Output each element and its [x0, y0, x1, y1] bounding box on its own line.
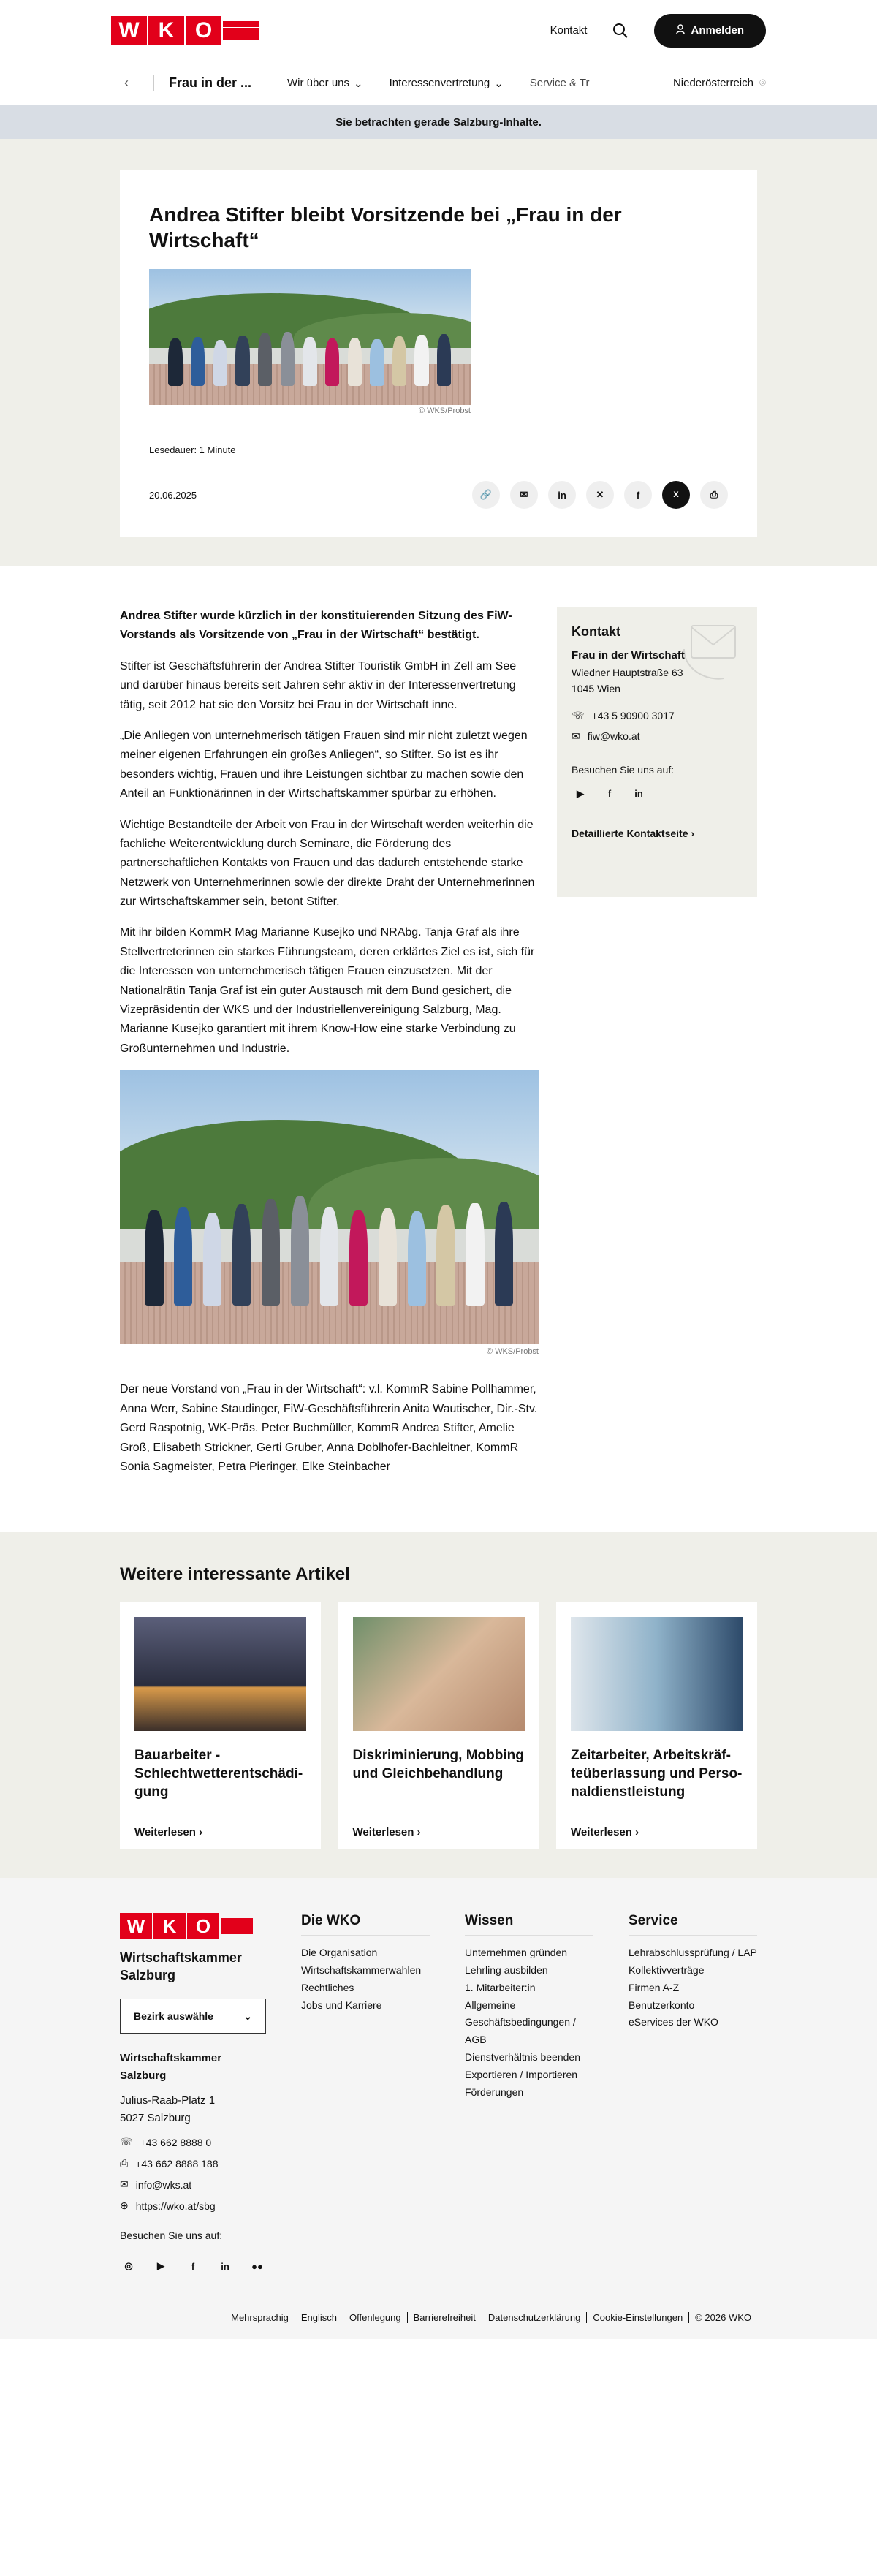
region-label: Niederösterreich	[672, 77, 753, 89]
card-read-more[interactable]	[571, 1826, 743, 1838]
article-card[interactable]	[120, 1602, 321, 1849]
card-title: Diskriminierung, Mobbing und Gleichbehandlung	[352, 1748, 524, 1781]
facebook-icon[interactable]: f	[624, 481, 652, 509]
footer-wko-logo[interactable]	[120, 1913, 266, 1939]
footer-social-label: Besuchen Sie uns auf:	[120, 2230, 223, 2242]
logo-letter-o: O	[186, 16, 221, 45]
share-bar	[149, 481, 728, 509]
article-paragraph: Mit ihr bilden KommR Mag Marianne Kusejko und NRAbg. Tanja Graf als ihre Stellvertreterinnen ein starkes Führungsteam, deren erklärtes Ziel es ist, sich für die Interessen von unternehmerisch tätigen Frauen einzusetzen. Mit der Nationalrätin Tanja Graf ist ein guter Austausch mit dem Bund gesichert, die Vizepräsidentin der WKS und der Industriellenvereinigung Salzburg, Mag. Marianne Kusejko garantiert mit ihrem Know-How eine starke Verbindung zu Großunternehmen und Industrie.	[120, 926, 535, 1055]
footer-link[interactable]: Kollektivverträge	[629, 1964, 705, 1977]
publish-date: 20.06.2025	[149, 489, 197, 501]
footer-copyright: © 2026 WKO	[688, 2312, 757, 2323]
related-articles	[0, 1532, 877, 1878]
footer-link[interactable]: Lehrabschlussprüfung / LAP	[629, 1947, 757, 1959]
photo-caption: Der neue Vorstand von „Frau in der Wirtschaft“: v.l. KommR Sabine Pollhammer, Anna Werr, Sabine Staudinger, FiW-Geschäftsführerin Anita Wautischer, Dir.-Stv. Gerd Raspotnig, WK-Präs. Peter Buchmüller, KommR Andrea Stifter, Amelie Groß, Elisabeth Strickner, Gerti Gruber, Anna Doblhofer-Bachleitner, KommR Sonia Sagmeister, Petra Pieringer, Elke Steinbacher	[120, 1383, 538, 1473]
card-title: Zeitarbeiter, Arbeitskräf-teüberlassung und Perso-naldienstleistung	[571, 1748, 743, 1800]
photo-credit: © WKS/Probst	[418, 406, 471, 415]
article-lead: Andrea Stifter wurde kürzlich in der konstituierenden Sitzung des FiW-Vorstands als Vorsitzende von „Frau in der Wirtschaft“ bestätigt.	[120, 610, 512, 642]
contact-email[interactable]: fiw@wko.at	[587, 730, 640, 742]
card-link-label: Weiterlesen	[571, 1826, 632, 1839]
hero-card	[120, 170, 757, 537]
card-image-hands	[353, 1617, 525, 1731]
footer-addr-city: 5027 Salzburg	[120, 2112, 191, 2125]
contact-city: 1045 Wien	[572, 683, 620, 695]
contact-social-label: Besuchen Sie uns auf:	[572, 764, 675, 776]
chevron-right-icon: ›	[199, 1826, 203, 1839]
footer-bottom-link[interactable]: Offenlegung	[343, 2312, 407, 2323]
subnav-item-about[interactable]	[274, 77, 376, 90]
sub-navigation	[0, 61, 877, 105]
footer-bottom-link[interactable]: Barrierefreiheit	[407, 2312, 482, 2323]
card-read-more[interactable]	[353, 1826, 525, 1838]
footer-col-title: Die WKO	[301, 1913, 430, 1936]
phone-icon: ☏	[120, 2136, 133, 2148]
region-notice: Sie betrachten gerade Salzburg-Inhalte.	[0, 105, 877, 139]
region-selector[interactable]	[673, 77, 766, 89]
footer-link[interactable]: Die Organisation	[301, 1947, 378, 1959]
logo-letter-k: K	[153, 1913, 186, 1939]
envelope-deco-icon	[680, 620, 743, 686]
facebook-icon[interactable]: f	[607, 788, 612, 800]
article-paragraph: „Die Anliegen von unternehmerisch tätigen Frauen sind mir nicht zuletzt wegen meiner eigenen Erfahrungen ein großes Anliegen“, so Stifter. So ist es ihr besonders wichtig, Frauen und ihre Leistungen sichtbar zu machen sowie den Anteil an Funktionärinnen in der Wirtschaftskammer spürbar zu erhöhen.	[120, 729, 528, 800]
photo-credit: © WKS/Probst	[486, 1347, 539, 1357]
mail-icon: ✉	[572, 730, 580, 742]
card-link-label: Weiterlesen	[352, 1826, 414, 1839]
footer-bottom-link[interactable]: Mehrsprachig	[231, 2312, 289, 2324]
youtube-icon[interactable]: ▶	[157, 2260, 164, 2272]
footer-fax: +43 662 8888 188	[135, 2157, 219, 2170]
xing-icon[interactable]: ✕	[586, 481, 614, 509]
footer-link[interactable]: Rechtliches	[301, 1981, 354, 1993]
card-title: Bauarbeiter - Schlechtwetterentschädi-gung	[134, 1748, 303, 1800]
footer-link[interactable]: 1. Mitarbeiter:in	[465, 1981, 536, 1993]
article-paragraph: Wichtige Bestandteile der Arbeit von Frau in der Wirtschaft werden weiterhin die fachliche Weiterentwicklung durch Seminare, die Förderung des partnerschaftlichen Kontakts von Frauen und das dadurch entstehende starke Netzwerk von Unternehmerinnen sowie der direkte Draht der Unternehmerinnen zur Wirtschaftskammer sein, betont Stifter.	[120, 818, 535, 909]
article-card[interactable]	[556, 1602, 757, 1849]
logo-letter-w: W	[120, 1913, 152, 1939]
phone-icon: ☏	[572, 709, 585, 721]
contact-detail-label: Detaillierte Kontaktseite	[572, 827, 688, 839]
footer-link[interactable]: Benutzerkonto	[629, 1999, 695, 2011]
logo-letter-o: O	[187, 1913, 219, 1939]
youtube-icon[interactable]: ▶	[577, 788, 584, 800]
district-select-label: Bezirk auswähle	[134, 2010, 213, 2023]
login-label: Anmelden	[691, 24, 744, 37]
fax-icon: ⎙	[120, 2157, 129, 2170]
reading-time: Lesedauer: 1 Minute	[149, 444, 728, 469]
article-paragraph: Stifter ist Geschäftsführerin der Andrea Stifter Touristik GmbH in Zell am See und darüber hinaus bereits seit Jahren sehr aktiv in der Interessenvertretung tätig, seit 2012 hat sie den Vorsitz bei Frau in der Wirtschaft inne.	[120, 659, 517, 711]
main-content	[120, 607, 757, 1488]
subnav-current[interactable]: Frau in der ...	[153, 75, 274, 91]
footer-link[interactable]: Dienstverhältnis beenden	[465, 2051, 580, 2064]
card-image-lightning	[134, 1617, 306, 1731]
chevron-down-icon: ⌄	[354, 77, 363, 90]
footer-link[interactable]: Firmen A-Z	[629, 1981, 680, 1993]
link-icon[interactable]: 🔗	[472, 481, 500, 509]
footer-col-knowledge	[465, 1913, 593, 2275]
footer-link[interactable]: Exportieren / Importieren	[465, 2068, 578, 2080]
site-header	[0, 0, 877, 61]
footer-link[interactable]: Unternehmen gründen	[465, 1947, 568, 1959]
print-icon[interactable]: ⎙	[700, 481, 728, 509]
flickr-icon[interactable]: ●●	[251, 2260, 263, 2272]
related-heading: Weitere interessante Artikel	[120, 1564, 350, 1585]
contact-heading: Kontakt	[572, 624, 620, 639]
x-icon[interactable]: X	[662, 481, 690, 509]
footer-org-name: Wirtschaftskammer Salzburg	[120, 1950, 242, 1982]
footer-link[interactable]: Allgemeine Geschäftsbedingungen / AGB	[465, 1999, 576, 2046]
chevron-down-icon: ⌄	[494, 77, 504, 90]
login-button[interactable]	[654, 14, 766, 48]
card-link-label: Weiterlesen	[134, 1826, 196, 1839]
footer-email[interactable]: info@wks.at	[135, 2178, 192, 2191]
subnav-item-label: Wir über uns	[287, 77, 350, 89]
logo-bars	[221, 1913, 253, 1939]
wko-logo[interactable]	[111, 16, 259, 45]
footer-address	[120, 2050, 266, 2127]
footer-link[interactable]: eServices der WKO	[629, 2016, 718, 2028]
contact-box	[557, 607, 757, 897]
hero-photo[interactable]	[149, 269, 471, 405]
user-icon	[676, 24, 685, 37]
logo-letter-w: W	[111, 16, 147, 45]
footer-addr-street: Julius-Raab-Platz 1	[120, 2094, 216, 2107]
site-footer	[0, 1878, 877, 2339]
location-pin-icon: ⌾	[759, 77, 766, 89]
footer-col-service	[629, 1913, 757, 2275]
footer-link[interactable]: Wirtschaftskammerwahlen	[301, 1964, 422, 1977]
card-read-more[interactable]	[134, 1826, 306, 1838]
contact-phone[interactable]: +43 5 90900 3017	[591, 709, 675, 721]
district-select[interactable]	[120, 1999, 266, 2034]
mail-icon: ✉	[120, 2178, 129, 2191]
subnav-item-label: Service & Tr	[529, 77, 590, 89]
facebook-icon[interactable]: f	[191, 2260, 195, 2272]
page-title: Andrea Stifter bleibt Vorsitzende bei „Frau in der Wirtschaft“	[149, 203, 622, 251]
subnav-item-label: Interessenvertretung	[389, 77, 490, 89]
linkedin-icon[interactable]: in	[221, 2260, 229, 2272]
chevron-right-icon: ›	[417, 1826, 421, 1839]
chevron-right-icon: ›	[635, 1826, 639, 1839]
contact-link[interactable]: Kontakt	[550, 24, 588, 37]
footer-col-title: Wissen	[465, 1913, 593, 1936]
footer-col-title: Service	[629, 1913, 757, 1936]
footer-bottom-bar	[120, 2297, 757, 2339]
footer-bottom-link[interactable]: Cookie-Einstellungen	[586, 2312, 688, 2323]
article-card[interactable]	[338, 1602, 539, 1849]
linkedin-icon[interactable]: in	[548, 481, 576, 509]
footer-phone[interactable]: +43 662 8888 0	[140, 2136, 212, 2148]
chevron-left-icon[interactable]: ‹	[124, 75, 129, 90]
contact-org: Frau in der Wirtschaft	[572, 648, 685, 662]
subnav-item-representation[interactable]	[376, 77, 517, 90]
footer-link[interactable]: Lehrling ausbilden	[465, 1964, 548, 1977]
chevron-right-icon: ›	[691, 827, 695, 839]
instagram-icon[interactable]: ◎	[124, 2260, 133, 2272]
logo-bars	[223, 16, 259, 45]
logo-letter-k: K	[148, 16, 184, 45]
hero-section	[0, 139, 877, 566]
contact-detail-link[interactable]	[572, 825, 743, 841]
globe-icon: ⊕	[120, 2200, 129, 2212]
card-image-office	[571, 1617, 743, 1731]
subnav-item-service[interactable]	[517, 77, 603, 89]
footer-web[interactable]: https://wko.at/sbg	[135, 2200, 216, 2212]
footer-link[interactable]: Förderungen	[465, 2086, 524, 2098]
footer-link[interactable]: Jobs und Karriere	[301, 1999, 382, 2011]
linkedin-icon[interactable]: in	[634, 788, 643, 800]
search-icon[interactable]	[612, 22, 629, 39]
footer-bottom-link[interactable]: Datenschutzerklärung	[482, 2312, 586, 2323]
article-body	[120, 607, 539, 1488]
footer-col-wko	[301, 1913, 430, 2275]
chevron-down-icon: ⌄	[243, 2009, 252, 2022]
article-photo[interactable]	[120, 1070, 539, 1344]
footer-addr-name: Wirtschaftskammer Salzburg	[120, 2052, 222, 2083]
contact-street: Wiedner Hauptstraße 63	[572, 666, 683, 678]
mail-icon[interactable]: ✉	[510, 481, 538, 509]
footer-bottom-link[interactable]: Englisch	[295, 2312, 343, 2323]
